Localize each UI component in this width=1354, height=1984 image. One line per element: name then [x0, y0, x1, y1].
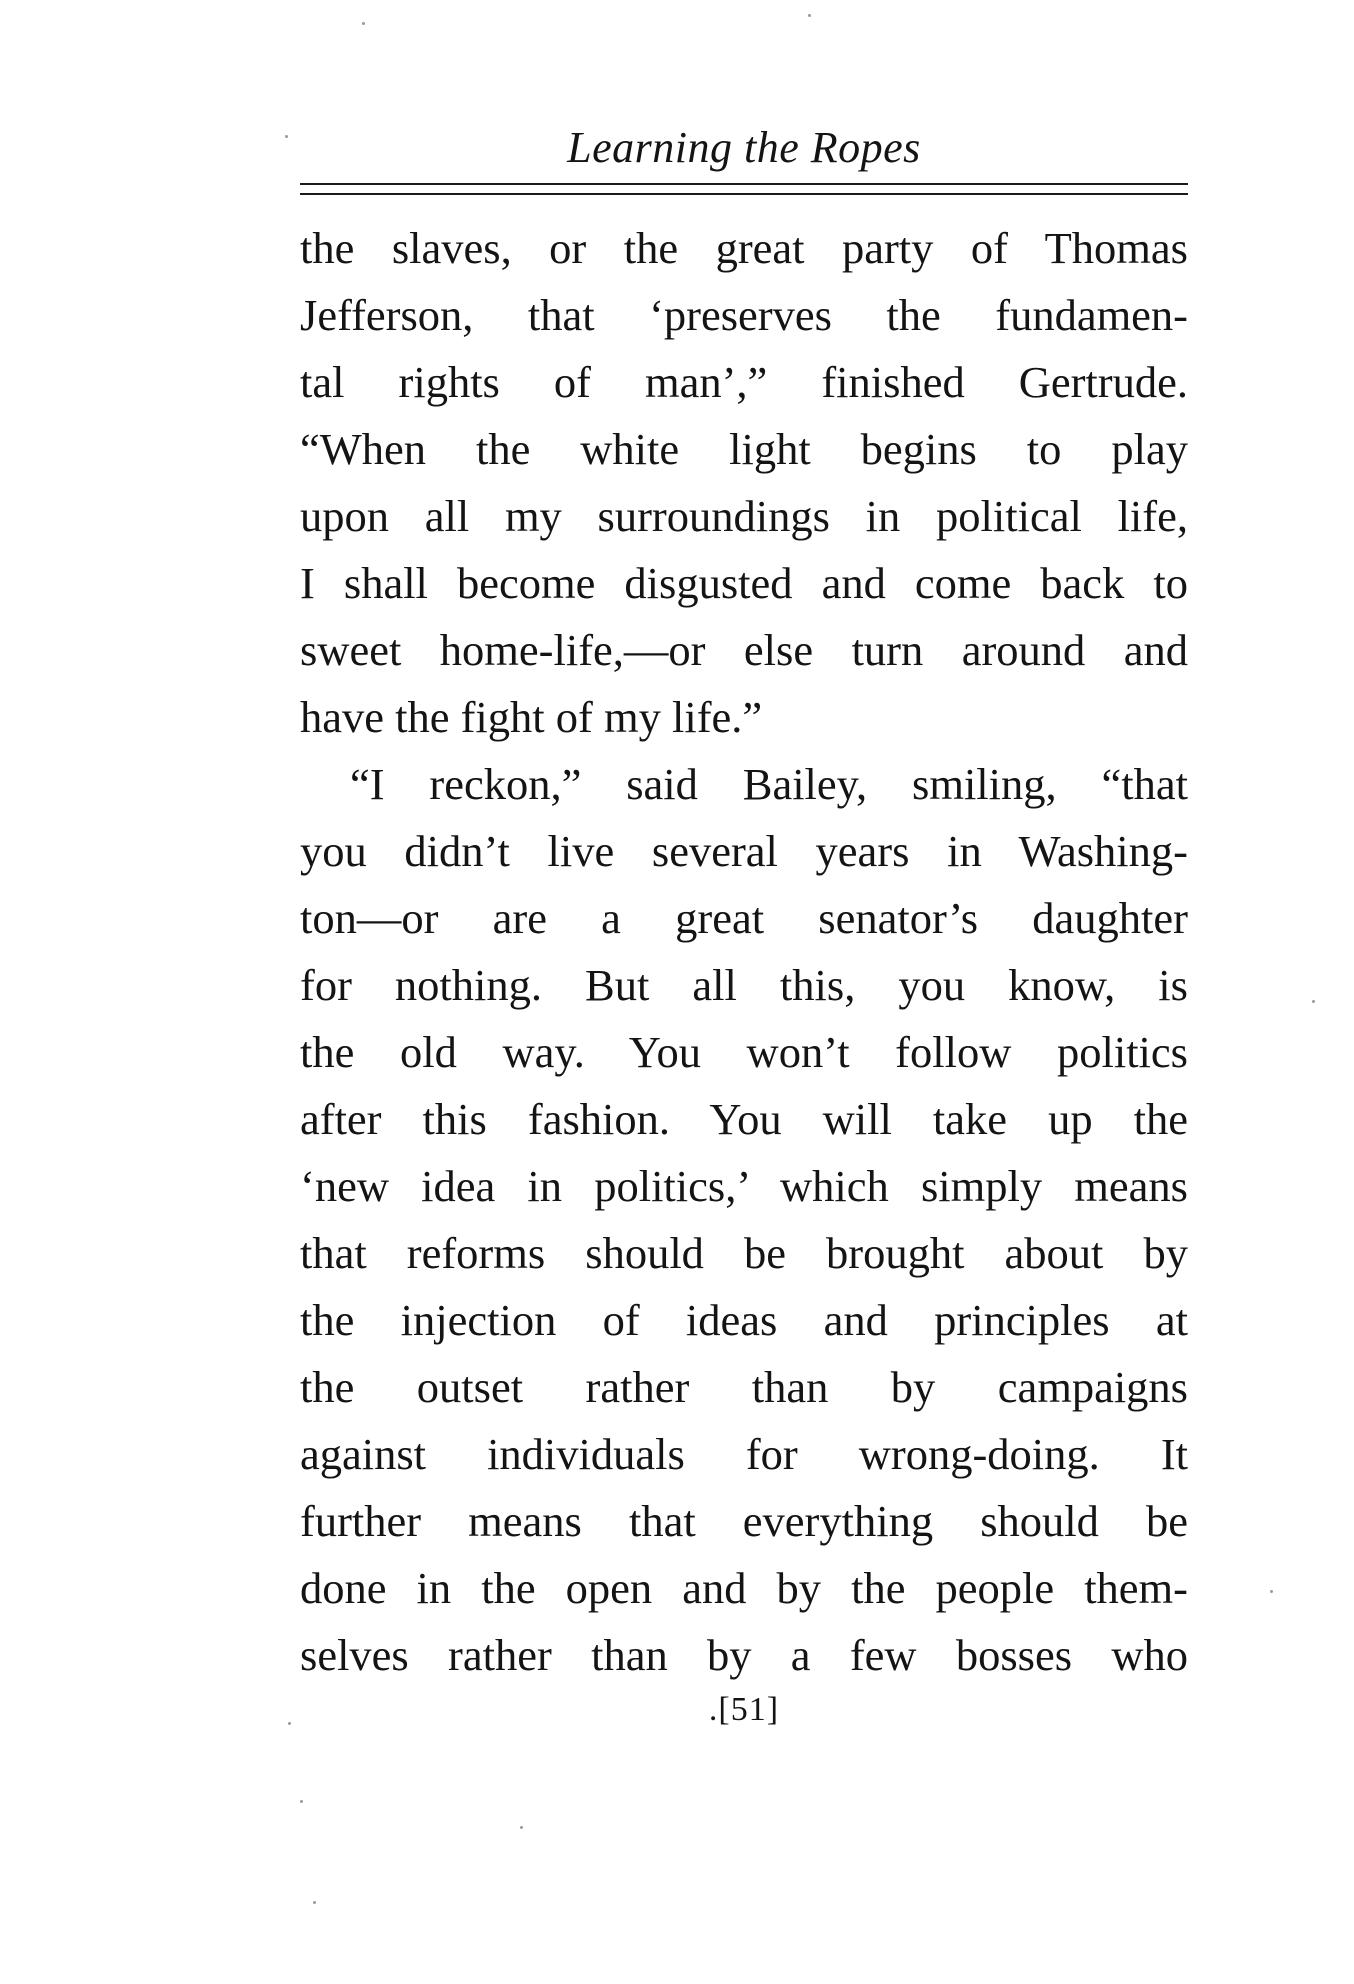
- paper-speck: [1312, 1000, 1315, 1003]
- text-line: sweet home-life,—or else turn around and: [300, 625, 1188, 675]
- text-line: upon all my surroundings in political life,: [300, 491, 1188, 541]
- paper-speck: [362, 22, 365, 25]
- text-line: Jefferson, that ‘preserves the fundamen-: [300, 290, 1188, 340]
- text-line: have the fight of my life.”: [300, 692, 763, 742]
- paper-speck: [313, 1901, 316, 1904]
- paper-speck: [520, 1826, 523, 1829]
- text-line: further means that everything should be: [300, 1496, 1188, 1546]
- text-line: done in the open and by the people them-: [300, 1563, 1188, 1613]
- body-text: [300, 215, 1188, 1689]
- paper-speck: [1270, 1590, 1273, 1593]
- text-line: the injection of ideas and principles at: [300, 1295, 1188, 1345]
- text-line: ton—or are a great senator’s daughter: [300, 893, 1188, 943]
- text-line: against individuals for wrong-doing. It: [300, 1429, 1188, 1479]
- paper-speck: [285, 135, 288, 138]
- text-line: the old way. You won’t follow politics: [300, 1027, 1188, 1077]
- text-line: ‘new idea in politics,’ which simply means: [300, 1161, 1188, 1211]
- text-line: you didn’t live several years in Washing-: [300, 826, 1188, 876]
- header-double-rule: [300, 183, 1188, 195]
- text-line: that reforms should be brought about by: [300, 1228, 1188, 1278]
- running-head: Learning the Ropes: [567, 123, 921, 172]
- text-line: for nothing. But all this, you know, is: [300, 960, 1188, 1010]
- text-line: “When the white light begins to play: [300, 424, 1188, 474]
- text-line: the outset rather than by campaigns: [300, 1362, 1188, 1412]
- page-number: .[51]: [708, 1691, 780, 1728]
- text-line: I shall become disgusted and come back to: [300, 558, 1188, 608]
- text-line: the slaves, or the great party of Thomas: [300, 223, 1188, 273]
- text-line: after this fashion. You will take up the: [300, 1094, 1188, 1144]
- paper-speck: [288, 1722, 291, 1725]
- text-line: “I reckon,” said Bailey, smiling, “that: [350, 759, 1188, 809]
- paper-speck: [300, 1800, 303, 1803]
- text-line: tal rights of man’,” finished Gertrude.: [300, 357, 1188, 407]
- text-line: selves rather than by a few bosses who: [300, 1630, 1188, 1680]
- paper-speck: [808, 14, 811, 17]
